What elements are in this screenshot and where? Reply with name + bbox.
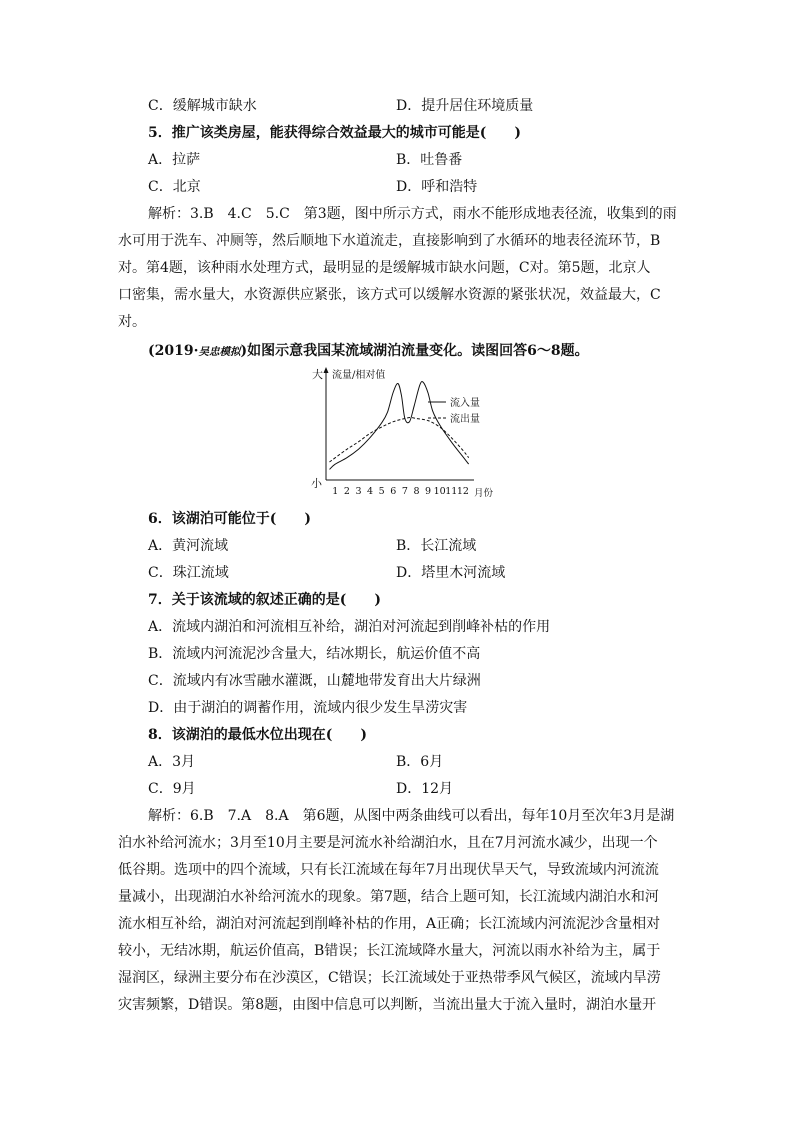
q8-option-a: A．3月 <box>148 754 196 770</box>
q6-option-d: D．塔里木河流域 <box>396 565 506 581</box>
x-tick-label: 1 <box>332 486 339 497</box>
y-axis-bottom-label: 小 <box>311 477 322 490</box>
intro-year: (2019· <box>148 343 199 359</box>
q5-option-b: B．吐鲁番 <box>396 152 463 168</box>
legend <box>428 396 480 425</box>
x-tick-label: 6 <box>390 486 397 497</box>
explanation-6-8-line: 湿润区，绿洲主要分布在沙漠区，C错误；长江流域处于亚热带季风气候区，流域内旱涝 <box>118 970 661 986</box>
q8-option-d: D．12月 <box>396 781 454 797</box>
explanation-6-8-line: 泊水补给河流水；3月至10月主要是河流水补给湖泊水，且在7月河流水减少，出现一个 <box>118 835 658 851</box>
q5-option-a: A．拉萨 <box>148 152 201 168</box>
q6-option-b: B．长江流域 <box>396 538 477 554</box>
explanation-6-8-line: 灾害频繁，D错误。第8题，由图中信息可以判断，当流出量大于流入量时，湖泊水量开 <box>118 997 657 1013</box>
x-tick-label: 5 <box>378 486 385 497</box>
legend-outflow-label: 流出量 <box>450 414 480 425</box>
legend-inflow-label: 流入量 <box>450 398 480 409</box>
intro-source: 吴忠模拟 <box>198 346 241 358</box>
x-tick-label: 3 <box>355 486 362 497</box>
x-tick-label: 11 <box>445 486 458 497</box>
q7-option-d: D．由于湖泊的调蓄作用，流域内很少发生旱涝灾害 <box>148 700 468 716</box>
explanation-3-5-line: 解析：3.B 4.C 5.C 第3题，图中所示方式，雨水不能形成地表径流，收集到的雨 <box>148 206 677 222</box>
explanation-3-5-line: 对。第4题，该种雨水处理方式，最明显的是缓解城市缺水问题，C对。第5题，北京人 <box>118 260 651 276</box>
q5-option-c: C．北京 <box>148 179 201 195</box>
q6-stem: 6．该湖泊可能位于( ) <box>148 511 311 527</box>
q7-option-c: C．流域内有冰雪融水灌溉，山麓地带发育出大片绿洲 <box>148 673 481 689</box>
q6-option-c: C．珠江流域 <box>148 565 229 581</box>
q7-option-a: A．流域内湖泊和河流相互补给，湖泊对河流起到削峰补枯的作用 <box>148 619 551 635</box>
inflow-line <box>330 382 469 470</box>
q7-stem: 7．关于该流域的叙述正确的是( ) <box>148 592 381 608</box>
x-axis-label: 月份 <box>474 488 494 499</box>
chart-title: 流量/相对值 <box>332 370 386 381</box>
x-tick-label: 2 <box>343 486 350 497</box>
x-tick-labels <box>332 486 469 497</box>
explanation-6-8-line: 解析：6.B 7.A 8.A 第6题，从图中两条曲线可以看出，每年10月至次年3月是湖 <box>148 808 675 824</box>
x-tick-label: 12 <box>456 486 469 497</box>
q6-option-a: A．黄河流域 <box>148 538 229 554</box>
explanation-3-5-line: 对。 <box>118 314 146 330</box>
y-axis-top-label: 大 <box>312 368 323 381</box>
q5-stem: 5．推广该类房屋，能获得综合效益最大的城市可能是( ) <box>148 125 521 141</box>
explanation-6-8-line: 量减小，出现湖泊水补给河流水的现象。第7题，结合上题可知，长江流域内湖泊水和河 <box>118 889 659 905</box>
explanation-3-5-line: 水可用于洗车、冲厕等，然后顺地下水道流走，直接影响到了水循环的地表径流环节，B <box>118 233 661 249</box>
x-tick-label: 7 <box>401 486 408 497</box>
explanation-6-8-line: 流水相互补给，湖泊对河流起到削峰补枯的作用，A正确；长江流域内河流泥沙含量相对 <box>118 916 661 932</box>
y-axis-arrow <box>324 367 329 373</box>
q8-stem: 8．该湖泊的最低水位出现在( ) <box>148 727 367 743</box>
intro-6-8 <box>148 342 589 361</box>
q4-option-c: C．缓解城市缺水 <box>148 98 257 114</box>
lake-flow-chart <box>306 364 510 500</box>
explanation-3-5-line: 口密集，需水量大，水资源供应紧张，该方式可以缓解水资源的紧张状况，效益最大，C <box>118 287 661 303</box>
x-tick-label: 10 <box>433 486 446 497</box>
intro-text: )如图示意我国某流域湖泊流量变化。读图回答6～8题。 <box>240 343 589 359</box>
q5-option-d: D．呼和浩特 <box>396 179 478 195</box>
q8-option-b: B．6月 <box>396 754 444 770</box>
series-lines <box>330 382 469 470</box>
x-tick-label: 4 <box>367 486 374 497</box>
q8-option-c: C．9月 <box>148 781 196 797</box>
x-tick-label: 8 <box>413 486 420 497</box>
explanation-6-8-line: 低谷期。选项中的四个流域，只有长江流域在每年7月出现伏旱天气，导致流域内河流流 <box>118 862 659 878</box>
q4-option-d: D．提升居住环境质量 <box>396 98 534 114</box>
q7-option-b: B．流域内河流泥沙含量大，结冰期长，航运价值不高 <box>148 646 481 662</box>
x-tick-label: 9 <box>425 486 432 497</box>
explanation-6-8-line: 较小，无结冰期，航运价值高，B错误；长江流域降水量大，河流以雨水补给为主，属于 <box>118 943 661 959</box>
